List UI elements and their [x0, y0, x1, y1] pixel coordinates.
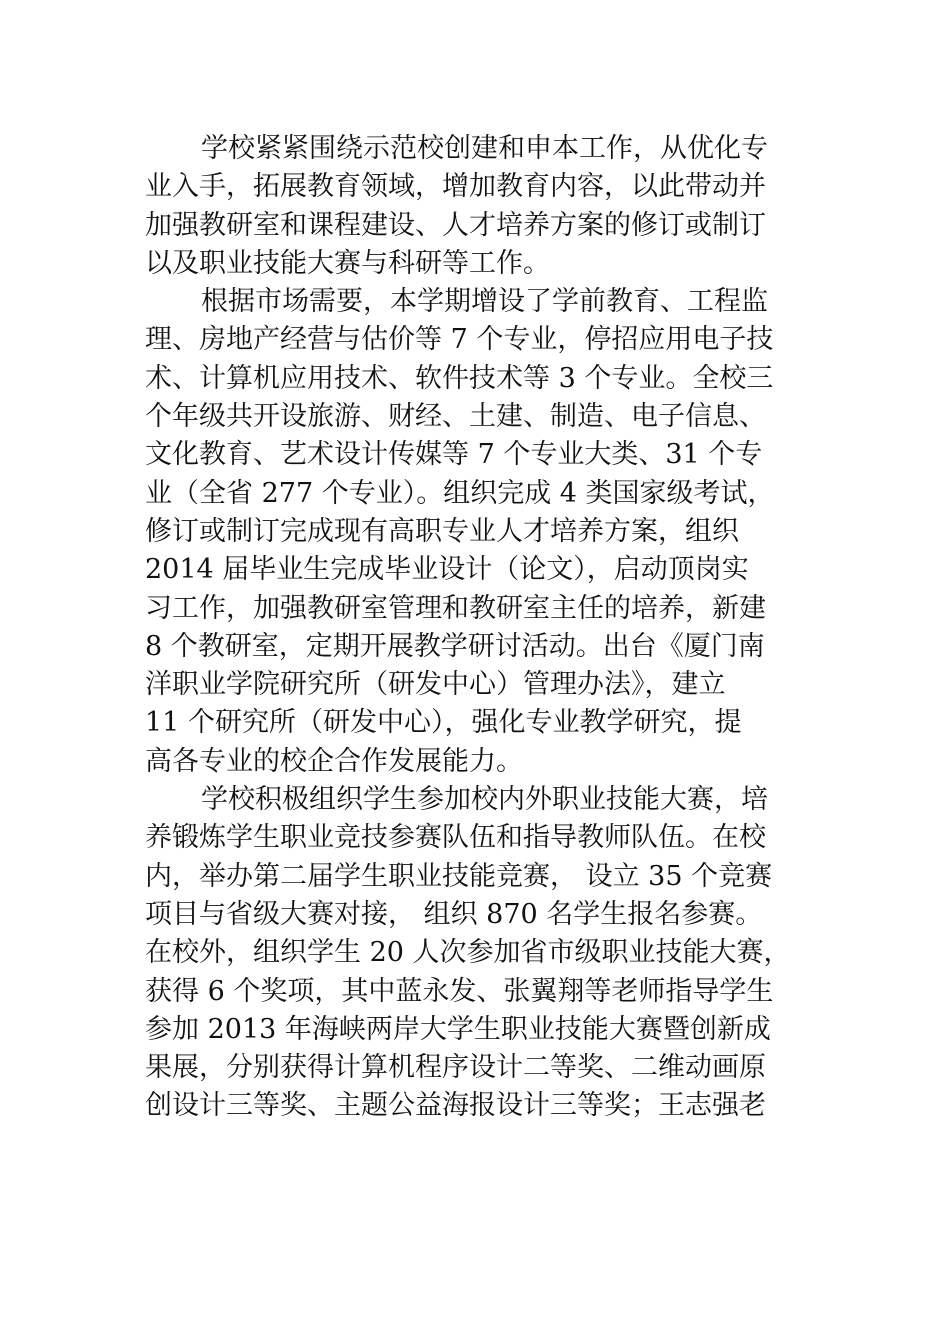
text-line: 在校外，组织学生 20 人次参加省市级职业技能大赛，	[145, 937, 791, 969]
text-line: 个年级共开设旅游、财经、土建、制造、电子信息、	[145, 401, 766, 433]
paragraph	[145, 283, 810, 781]
body-text	[145, 130, 810, 1126]
text-line: 修订或制订完成现有高职专业人才培养方案，组织	[145, 515, 739, 547]
text-line: 业（全省 277 个专业）。组织完成 4 类国家级考试，	[145, 477, 775, 509]
text-line: 术、计算机应用技术、软件技术等 3 个专业。全校三	[145, 362, 774, 394]
text-line: 高各专业的校企合作发展能力。	[145, 745, 523, 777]
text-line: 根据市场需要，本学期增设了学前教育、工程监	[201, 286, 768, 318]
text-line: 8 个教研室，定期开展教学研讨活动。出台《厦门南	[145, 630, 765, 662]
text-line: 以及职业技能大赛与科研等工作。	[145, 247, 550, 279]
text-line: 理、房地产经营与估价等 7 个专业，停招应用电子技	[145, 324, 774, 356]
text-line: 获得 6 个奖项，其中蓝永发、张翼翔等老师指导学生	[145, 975, 774, 1007]
text-line: 养锻炼学生职业竞技参赛队伍和指导教师队伍。在校	[145, 822, 766, 854]
text-line: 11 个研究所（研发中心），强化专业教学研究，提	[145, 707, 742, 739]
text-line: 洋职业学院研究所（研发中心）管理办法》，建立	[145, 669, 726, 701]
text-line: 学校积极组织学生参加校内外职业技能大赛，培	[201, 784, 768, 816]
text-line: 项目与省级大赛对接， 组织 870 名学生报名参赛。	[145, 898, 763, 930]
text-line: 文化教育、艺术设计传媒等 7 个专业大类、31 个专	[145, 439, 763, 471]
text-line: 内，举办第二届学生职业技能竞赛， 设立 35 个竞赛	[145, 860, 773, 892]
paragraph	[145, 781, 810, 1126]
text-line: 业入手，拓展教育领域，增加教育内容，以此带动并	[145, 171, 766, 203]
text-line: 果展，分别获得计算机程序设计二等奖、二维动画原	[145, 1052, 766, 1084]
text-line: 参加 2013 年海峡两岸大学生职业技能大赛暨创新成	[145, 1013, 771, 1045]
text-line: 创设计三等奖、主题公益海报设计三等奖；王志强老	[145, 1090, 766, 1122]
text-line: 学校紧紧围绕示范校创建和申本工作，从优化专	[201, 133, 768, 164]
paragraph	[145, 130, 810, 283]
text-line: 2014 届毕业生完成毕业设计（论文），启动顶岗实	[145, 554, 749, 586]
text-line: 习工作，加强教研室管理和教研室主任的培养，新建	[145, 592, 766, 624]
text-line: 加强教研室和课程建设、人才培养方案的修订或制订	[145, 209, 766, 241]
